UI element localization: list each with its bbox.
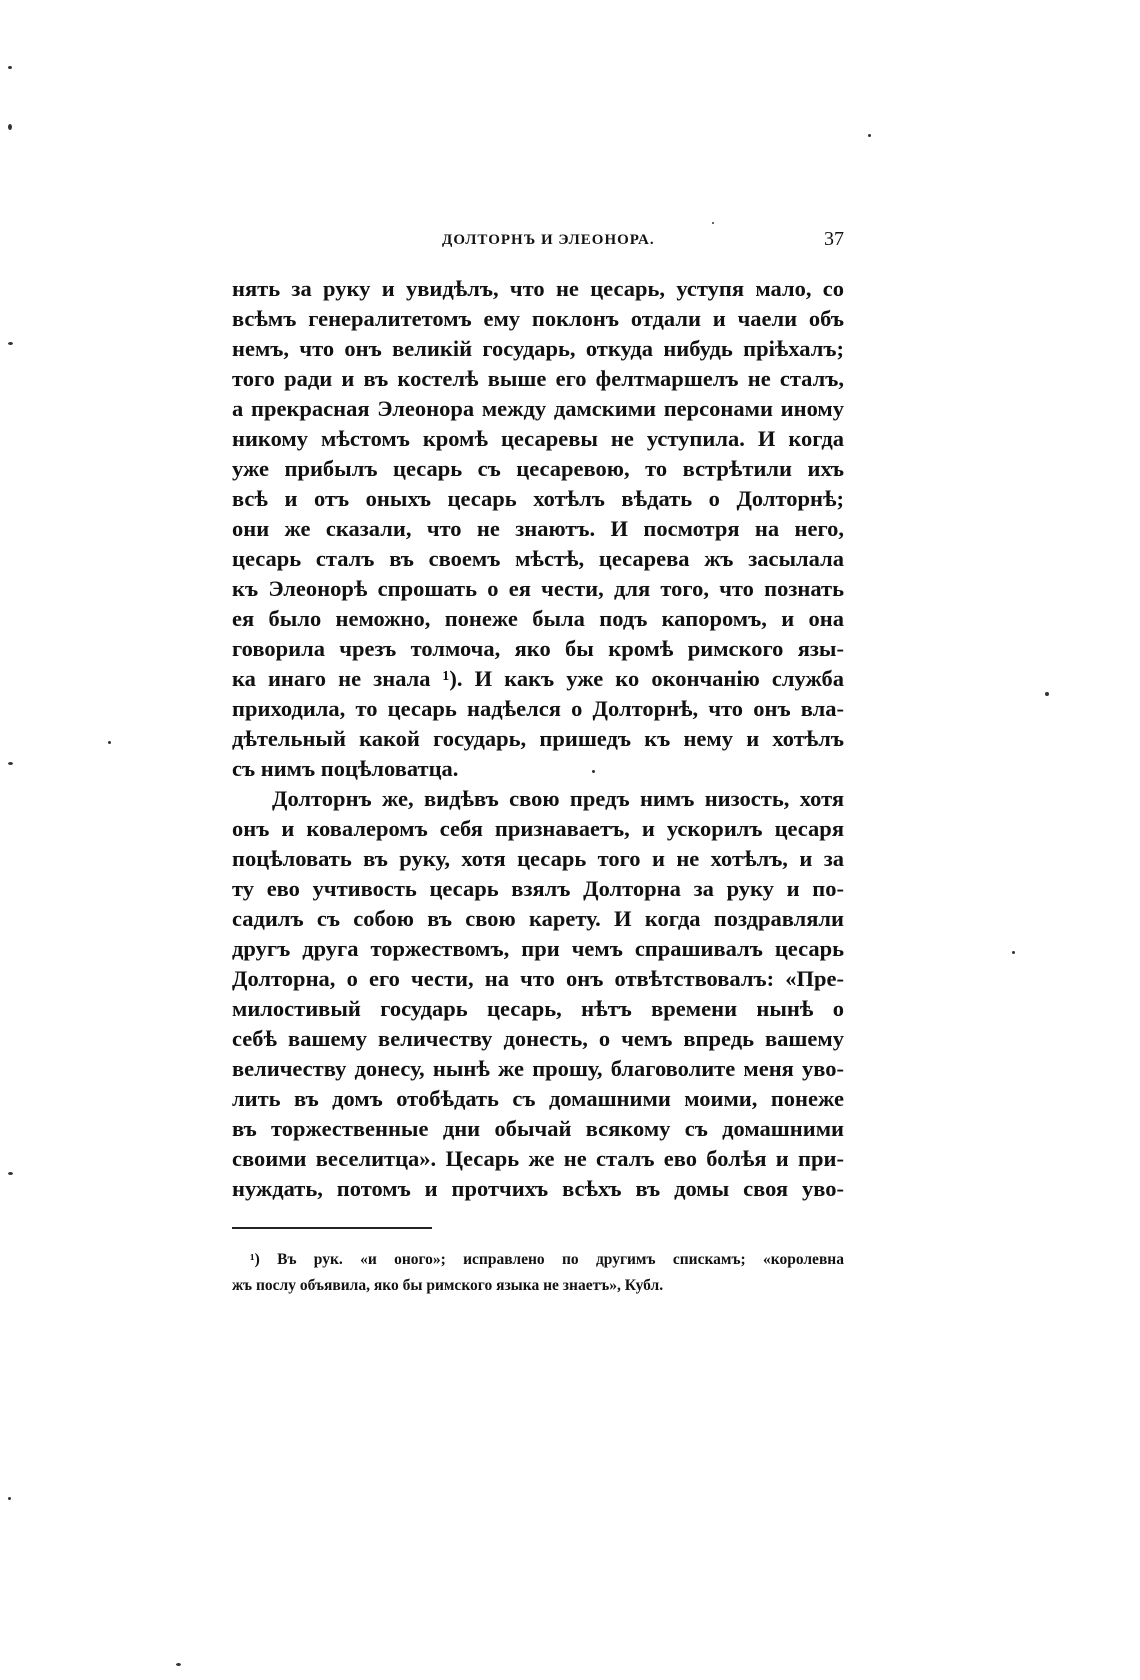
scan-speck bbox=[1045, 692, 1049, 696]
text-line: онъ и ковалеромъ себя признаваетъ, и ускорилъ цесаря bbox=[232, 816, 844, 841]
scan-speck bbox=[108, 741, 111, 744]
scan-speck bbox=[8, 1172, 13, 1175]
text-line: къ Элеонорѣ спрошать о ея чести, для того, что познать bbox=[232, 576, 844, 601]
footnote-line: ¹) Въ рук. «и оного»; исправлено по другимъ спискамъ; «королевна bbox=[250, 1251, 844, 1268]
text-line: милостивый государь цесарь, нѣтъ времени нынѣ о bbox=[232, 996, 844, 1021]
footnote bbox=[232, 1247, 844, 1299]
text-line: нять за руку и увидѣлъ, что не цесарь, уступя мало, со bbox=[232, 276, 844, 301]
scan-speck bbox=[592, 770, 595, 773]
text-line: того ради и въ костелѣ выше его фелтмаршелъ не сталъ, bbox=[232, 366, 844, 391]
text-line: всѣмъ генералитетомъ ему поклонъ отдали и чаели объ bbox=[232, 306, 844, 331]
text-line: немъ, что онъ великій государь, откуда нибудь пріѣхалъ; bbox=[232, 336, 844, 361]
text-line: они же сказали, что не знаютъ. И посмотря на него, bbox=[232, 516, 844, 541]
scan-speck bbox=[8, 762, 13, 765]
scan-speck bbox=[8, 1497, 11, 1500]
text-line: цесарь сталъ въ своемъ мѣстѣ, цесарева жъ засылала bbox=[232, 546, 844, 571]
text-line: а прекрасная Элеонора между дамскими персонами иному bbox=[232, 396, 844, 421]
text-line: себѣ вашему величеству донесть, о чемъ впредь вашему bbox=[232, 1026, 844, 1051]
page-header bbox=[232, 228, 844, 258]
footnote-divider bbox=[232, 1227, 432, 1229]
footnote-line: жъ послу объявила, яко бы римского языка не знаетъ», Кубл. bbox=[232, 1277, 664, 1294]
scan-speck bbox=[1012, 951, 1015, 954]
text-line: никому мѣстомъ кромѣ цесаревы не уступила. И когда bbox=[232, 426, 844, 451]
scan-speck bbox=[8, 66, 12, 69]
scan-speck bbox=[176, 1663, 181, 1666]
page-number: 37 bbox=[824, 228, 844, 250]
text-line: ея было неможно, понеже была подъ капоромъ, и она bbox=[232, 606, 844, 631]
scan-speck bbox=[868, 134, 871, 137]
text-line: дѣтельный какой государь, пришедъ къ нему и хотѣлъ bbox=[232, 726, 844, 751]
text-line: съ нимъ поцѣловатца. bbox=[232, 756, 459, 781]
running-title: ДОЛТОРНЪ И ЭЛЕОНОРА. bbox=[442, 232, 655, 248]
text-line: нуждать, потомъ и протчихъ всѣхъ въ домы своя уво- bbox=[232, 1176, 844, 1201]
scan-speck bbox=[8, 342, 13, 345]
text-line: въ торжественные дни обычай всякому съ домашними bbox=[232, 1116, 844, 1141]
text-line: всѣ и отъ оныхъ цесарь хотѣлъ вѣдать о Долторнѣ; bbox=[232, 486, 844, 511]
text-line: поцѣловать въ руку, хотя цесарь того и не хотѣлъ, и за bbox=[232, 846, 844, 871]
text-line: величеству донесу, нынѣ же прошу, благоволите меня уво- bbox=[232, 1056, 844, 1081]
text-line: Долторна, о его чести, на что онъ отвѣтствовалъ: «Пре- bbox=[232, 966, 844, 991]
scan-speck bbox=[712, 222, 714, 224]
text-line: лить въ домъ отобѣдать съ домашними моими, понеже bbox=[232, 1086, 844, 1111]
main-text bbox=[232, 274, 844, 1204]
scan-speck bbox=[8, 124, 12, 130]
text-line: говорила чрезъ толмоча, яко бы кромѣ римского язы- bbox=[232, 636, 844, 661]
text-line: Долторнъ же, видѣвъ свою предъ нимъ низость, хотя bbox=[272, 786, 844, 811]
text-line: своими веселитца». Цесарь же не сталъ ево болѣя и при- bbox=[232, 1146, 844, 1171]
text-line: садилъ съ собою въ свою карету. И когда поздравляли bbox=[232, 906, 844, 931]
text-line: ка инаго не знала ¹). И какъ уже ко окончанію служба bbox=[232, 666, 844, 691]
text-line: другъ друга торжествомъ, при чемъ спрашивалъ цесарь bbox=[232, 936, 844, 961]
text-line: ту ево учтивость цесарь взялъ Долторна за руку и по- bbox=[232, 876, 844, 901]
text-line: приходила, то цесарь надѣелся о Долторнѣ, что онъ вла- bbox=[232, 696, 844, 721]
text-line: уже прибылъ цесарь съ цесаревою, то встрѣтили ихъ bbox=[232, 456, 844, 481]
